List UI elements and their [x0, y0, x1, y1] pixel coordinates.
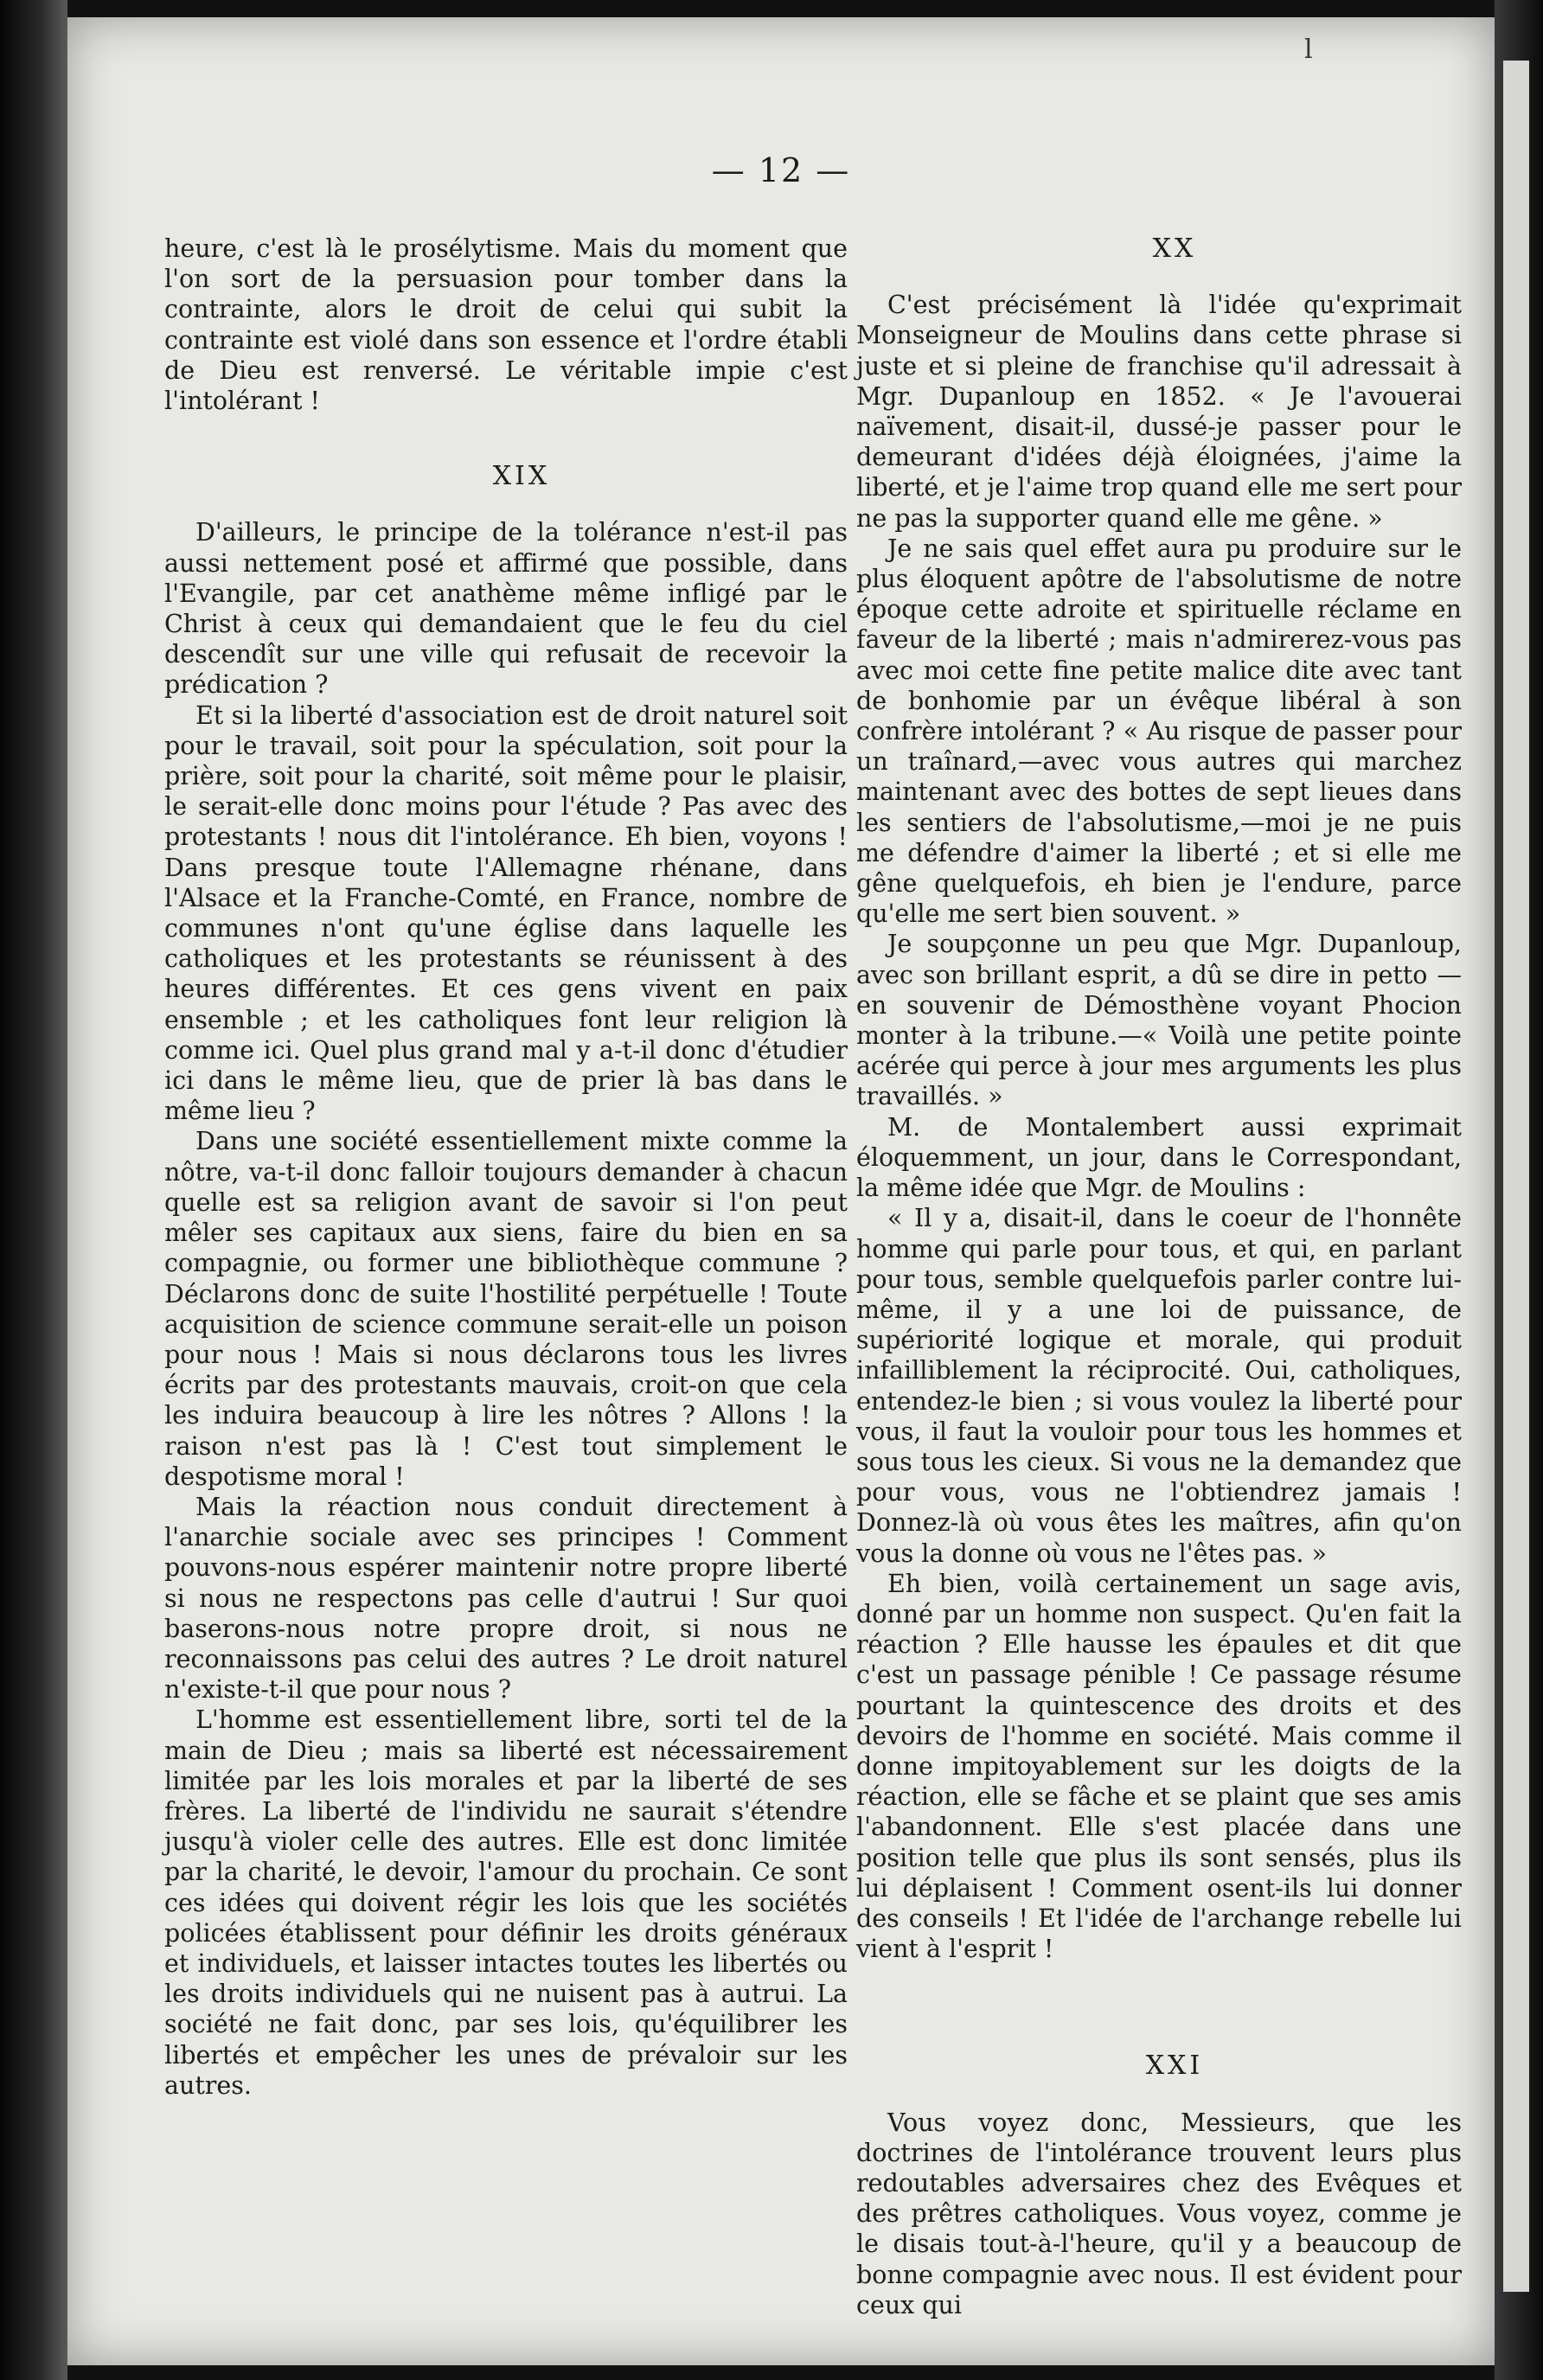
next-page-edge — [1503, 61, 1529, 2292]
paragraph: Et si la liberté d'association est de droit naturel soit pour le travail, soit pour la spéculation, soit pour la prière, soit pour la charité, soit même pour le plaisir, le serait-elle donc moins pour l'étude ? Pas avec des protestants ! nous dit l'intolérance. Eh bien, voyons ! Dans presque toute l'Allemagne rhénane, dans l'Alsace et la Franche-Comté, en France, nombre de communes n'ont qu'une église dans laquelle les catholiques et les protestants se réunissent à des heures différentes. Et ces gens vivent en paix ensemble ; et les catholiques font leur religion là comme ici. Quel plus grand mal y a-t-il donc d'étudier ici dans le même lieu, que de prier là bas dans le même lieu ? — [164, 701, 848, 1126]
paragraph-intro: heure, c'est là le prosélytisme. Mais du moment que l'on sort de la persuasion pour tomber dans la contrainte, alors le droit de celui qui subit la contrainte est violé dans son essence et l'ordre établi de Dieu est renversé. Le véritable impie c'est l'intolérant ! — [164, 234, 848, 416]
section-heading-xx: XX — [1152, 234, 1197, 264]
paragraph: Vous voyez donc, Messieurs, que les doctrines de l'intolérance trouvent leurs plus redoutables adversaires chez des Evêques et des prêtres catholiques. Vous voyez, comme je le disais tout-à-l'heure, qu'il y a beaucoup de bonne compagnie avec nous. Il est évident pour ceux qui — [856, 2108, 1462, 2319]
paragraph: M. de Montalembert aussi exprimait éloquemment, un jour, dans le Correspondant, la même idée que Mgr. de Moulins : — [856, 1112, 1462, 1203]
paragraph: Je soupçonne un peu que Mgr. Dupanloup, avec son brillant esprit, a dû se dire in petto — en souvenir de Démosthène voyant Phocion monter à la tribune.—« Voilà une petite pointe acérée qui perce à jour mes arguments les plus travaillés. » — [856, 930, 1462, 1111]
paragraph: L'homme est essentiellement libre, sorti tel de la main de Dieu ; mais sa liberté est nécessairement limitée par les lois morales et par la liberté de ses frères. La liberté de l'individu ne saurait s'étendre jusqu'à violer celle des autres. Elle est donc limitée par la charité, le devoir, l'amour du prochain. Ce sont ces idées qui doivent régir les lois que les sociétés policées établissent pour définir les droits généraux et individuels, et laisser intactes toutes les libertés ou les droits individuels qui ne nuisent pas à autrui. La société ne fait donc, par ses lois, qu'équilibrer les libertés et empêcher les unes de prévaloir sur les autres. — [164, 1705, 848, 2100]
right-column — [856, 234, 1462, 2320]
paragraph: Je ne sais quel effet aura pu produire sur le plus éloquent apôtre de l'absolutisme de notre époque cette adroite et spirituelle réclame en faveur de la liberté ; mais n'admirerez-vous pas avec moi cette fine petite malice dite avec tant de bonhomie par un évêque libéral à son confrère intolérant ? « Au risque de passer pour un traînard,—avec vous autres qui marchez maintenant avec des bottes de sept lieues dans les sentiers de l'absolutisme,—moi je ne puis me défendre d'aimer la liberté ; et si elle me gêne quelquefois, eh bien je l'endure, parce qu'elle me sert bien souvent. » — [856, 534, 1462, 929]
page-number: — 12 — — [711, 151, 851, 189]
binding-shadow — [0, 0, 67, 2380]
paragraph: D'ailleurs, le principe de la tolérance n'est-il pas aussi nettement posé et affirmé que possible, dans l'Evangile, par cet anathème même infligé par le Christ à ceux qui demandaient que le feu du ciel descendît sur une ville qui refusait de recevoir la prédication ? — [164, 518, 848, 700]
document-page — [67, 17, 1495, 2365]
section-heading-xix: XIX — [492, 461, 551, 492]
paragraph: « Il y a, disait-il, dans le coeur de l'honnête homme qui parle pour tous, et qui, en parlant pour tous, semble quelquefois parler contre lui-même, il y a une loi de puissance, de supériorité logique et morale, qui produit infailliblement la réciprocité. Oui, catholiques, entendez-le bien ; si vous voulez la liberté pour vous, il faut la vouloir pour tous les hommes et sous tous les cieux. Si vous ne la demandez que pour vous, vous ne l'obtiendrez jamais ! Donnez-là où vous êtes les maîtres, afin qu'on vous la donne où vous ne l'êtes pas. » — [856, 1204, 1462, 1568]
left-column — [164, 234, 848, 2101]
paragraph: Dans une société essentiellement mixte comme la nôtre, va-t-il donc falloir toujours demander à chacun quelle est sa religion avant de savoir si l'on peut mêler ses capitaux aux siens, faire du bien en sa compagnie, ou former une bibliothèque commune ? Déclarons donc de suite l'hostilité perpétuelle ! Toute acquisition de science commune serait-elle un poison pour nous ! Mais si nous déclarons tous les livres écrits par des protestants mauvais, croit-on que cela les induira beaucoup à lire les nôtres ? Allons ! la raison n'est pas là ! C'est tout simplement le despotisme moral ! — [164, 1127, 848, 1491]
paragraph: Eh bien, voilà certainement un sage avis, donné par un homme non suspect. Qu'en fait la réaction ? Elle hausse les épaules et dit que c'est un passage pénible ! Ce passage résume pourtant la quintescence des droits et des devoirs de l'homme en société. Mais comme il donne impitoyablement sur les doigts de la réaction, elle se fâche et se plaint que ses amis l'abandonnent. Elle s'est placée dans une position telle que plus ils sont sensés, plus ils lui déplaisent ! Comment osent-ils lui donner des conseils ! Et l'idée de l'archange rebelle lui vient à l'esprit ! — [856, 1569, 1462, 1964]
section-heading-xxi: XXI — [1145, 2051, 1204, 2082]
corner-mark: l — [1304, 35, 1313, 65]
paragraph: C'est précisément là l'idée qu'exprimait Monseigneur de Moulins dans cette phrase si juste et si pleine de franchise qu'il adressait à Mgr. Dupanloup en 1852. « Je l'avouerai naïvement, disait-il, dussé-je passer pour le demeurant d'idées déjà éloignées, j'aime la liberté, et je l'aime trop quand elle me sert pour ne pas la supporter quand elle me gêne. » — [856, 291, 1462, 533]
paragraph: Mais la réaction nous conduit directement à l'anarchie sociale avec ses principes ! Comment pouvons-nous espérer maintenir notre propre liberté si nous ne respectons pas celle d'autrui ! Sur quoi baserons-nous notre propre droit, si nous ne reconnaissons pas celui des autres ? Le droit naturel n'existe-t-il que pour nous ? — [164, 1492, 848, 1705]
